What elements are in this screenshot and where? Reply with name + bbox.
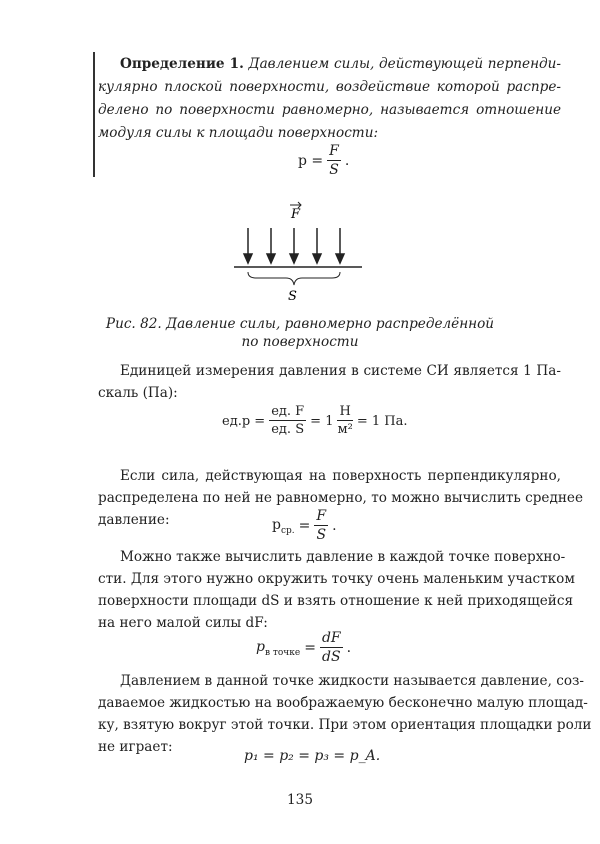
formula-lhs: ед.p = xyxy=(222,413,266,429)
figure-caption: по поверхности xyxy=(241,334,359,350)
formula-equal-pressures: p₁ = p₂ = p₃ = p_A. xyxy=(244,748,381,764)
arrowhead-icon xyxy=(244,254,252,263)
page-number: 135 xyxy=(287,792,313,808)
numerator: F xyxy=(329,143,339,159)
subscript: ср. xyxy=(280,525,295,536)
force-label: F xyxy=(291,207,301,222)
denominator: S xyxy=(329,162,339,178)
paragraph-line: даваемое жидкостью на воображаемую бесконечно малую площад- xyxy=(98,695,588,711)
definition-line: кулярно плоской поверхности, воздействие которой распре- xyxy=(98,79,561,95)
paragraph-line: Можно также вычислить давление в каждой точке поверхно- xyxy=(120,549,566,565)
paragraph-line: давление: xyxy=(98,512,170,528)
formula-end: = 1 Па. xyxy=(356,413,408,429)
equals: = xyxy=(304,640,316,656)
paragraph-line: Единицей измерения давления в системе СИ является 1 Па- xyxy=(120,363,561,379)
figure-caption: Рис. 82. Давление силы, равномерно распределённой xyxy=(105,316,495,332)
arrowhead-icon xyxy=(336,254,344,263)
formula-lhs: p = xyxy=(298,153,324,169)
figure-82-diagram xyxy=(0,0,600,320)
formula-point-pressure xyxy=(256,630,351,666)
force-arrows xyxy=(244,228,344,263)
brace-icon xyxy=(248,272,340,285)
denominator: dS xyxy=(322,649,341,665)
denominator: ед. S xyxy=(271,422,305,437)
formula-lhs: p xyxy=(256,638,265,655)
denominator: S xyxy=(316,527,327,543)
formula-lhs: p xyxy=(272,516,281,533)
paragraph-line: на него малой силы dF: xyxy=(98,615,268,631)
paragraph-line: скаль (Па): xyxy=(98,385,178,401)
paragraph-line: Давлением в данной точке жидкости называется давление, соз- xyxy=(120,673,585,689)
formula-end: . xyxy=(344,153,350,169)
formula-end: . xyxy=(346,640,352,656)
numerator: ед. F xyxy=(271,404,305,419)
arrowhead-icon xyxy=(267,254,275,263)
formula-average-pressure xyxy=(272,508,337,544)
formula-end: . xyxy=(332,518,337,534)
paragraph-line: Если сила, действующая на поверхность перпендикулярно, xyxy=(120,468,561,484)
arrowhead-icon xyxy=(313,254,321,263)
paragraph-line: сти. Для этого нужно окружить точку очень маленьким участком xyxy=(98,571,575,587)
subscript: в точке xyxy=(264,647,301,658)
paragraph-line: поверхности площади dS и взять отношение к ней приходящейся xyxy=(98,593,574,609)
paragraph-line: ку, взятую вокруг этой точки. При этом ориентация площадки роли xyxy=(98,717,592,733)
formula-mid: = 1 xyxy=(310,413,334,429)
definition-label: Определение 1. xyxy=(120,56,244,72)
paragraph-line: распределена по ней не равномерно, то можно вычислить среднее xyxy=(98,490,584,506)
formula-si-unit xyxy=(222,403,407,439)
definition-line: модуля силы к площади поверхности: xyxy=(98,125,379,141)
numerator: F xyxy=(316,508,327,524)
numerator: dF xyxy=(321,630,341,646)
equals: = xyxy=(298,518,311,534)
numerator: Н xyxy=(339,404,351,419)
definition-line: делено по поверхности равномерно, называется отношение xyxy=(98,102,561,118)
arrowhead-icon xyxy=(290,254,298,263)
area-label: S xyxy=(288,289,297,304)
paragraph-line: не играет: xyxy=(98,739,173,755)
definition-line: Давлением силы, действующей перпенди- xyxy=(248,56,562,72)
denominator: м² xyxy=(337,422,353,437)
